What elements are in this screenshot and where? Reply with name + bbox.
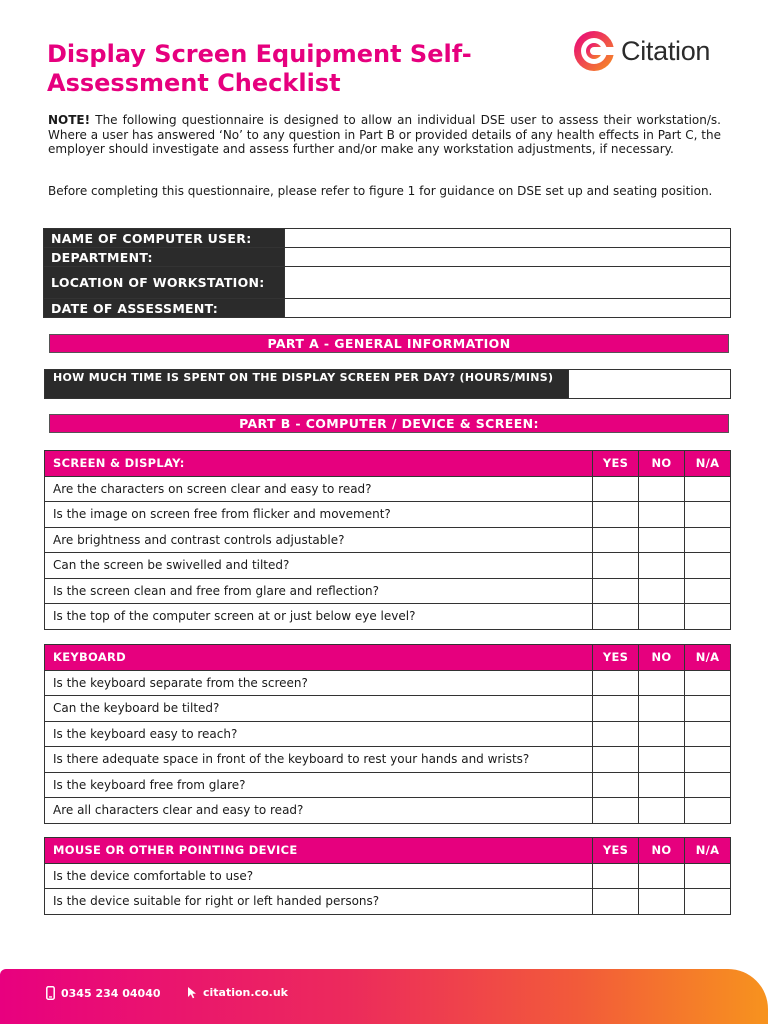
col-na: N/A [685,838,731,864]
website-link: citation.co.uk [203,986,288,999]
answer-no-cell[interactable] [639,772,685,798]
part-b-heading: PART B - COMPUTER / DEVICE & SCREEN: [49,414,729,433]
note-text: The following questionnaire is designed to allow an individual DSE user to assess their workstation/s. Where a user has answered ‘No’ to any question in Part B or provided details of any health effects in Part C, the employer should investigate and assess further and/or make any workstation adjustments, if necessary. [48,113,721,156]
question-text: Are the characters on screen clear and easy to read? [45,476,593,502]
question-text: Is the keyboard free from glare? [45,772,593,798]
answer-yes-cell[interactable] [593,502,639,528]
col-na: N/A [685,645,731,671]
info-label: LOCATION OF WORKSTATION: [44,267,285,299]
question-row [45,527,731,553]
answer-na-cell[interactable] [685,863,731,889]
question-text: Is there adequate space in front of the keyboard to rest your hands and wrists? [45,747,593,773]
question-text: Is the screen clean and free from glare and reflection? [45,578,593,604]
col-no: NO [639,645,685,671]
question-text: Are all characters clear and easy to read? [45,798,593,824]
answer-yes-cell[interactable] [593,527,639,553]
question-row [45,696,731,722]
answer-yes-cell[interactable] [593,772,639,798]
question-text: Is the device comfortable to use? [45,863,593,889]
answer-na-cell[interactable] [685,798,731,824]
logo-text: Citation [621,35,711,66]
answer-no-cell[interactable] [639,476,685,502]
answer-na-cell[interactable] [685,578,731,604]
question-text: Is the device suitable for right or left handed persons? [45,889,593,915]
phone-number: 0345 234 04040 [61,986,161,1000]
answer-na-cell[interactable] [685,604,731,630]
section-heading: SCREEN & DISPLAY: [45,451,593,477]
answer-na-cell[interactable] [685,721,731,747]
col-no: NO [639,451,685,477]
phone-icon [46,986,55,1000]
answer-no-cell[interactable] [639,721,685,747]
answer-na-cell[interactable] [685,747,731,773]
question-text: Are brightness and contrast controls adjustable? [45,527,593,553]
table-header-row [45,838,731,864]
question-row [45,553,731,579]
col-yes: YES [593,838,639,864]
question-row [45,476,731,502]
answer-na-cell[interactable] [685,476,731,502]
answer-na-cell[interactable] [685,889,731,915]
col-yes: YES [593,645,639,671]
answer-yes-cell[interactable] [593,476,639,502]
footer-phone[interactable] [46,986,161,1000]
question-row [45,798,731,824]
answer-na-cell[interactable] [685,696,731,722]
answer-na-cell[interactable] [685,670,731,696]
location-field[interactable] [285,267,731,299]
question-text: Can the screen be swivelled and tilted? [45,553,593,579]
section-heading: KEYBOARD [45,645,593,671]
section-heading: MOUSE OR OTHER POINTING DEVICE [45,838,593,864]
question-text: Can the keyboard be tilted? [45,696,593,722]
table-header-row [45,451,731,477]
answer-no-cell[interactable] [639,670,685,696]
answer-yes-cell[interactable] [593,747,639,773]
keyboard-table [44,644,731,824]
question-row [45,670,731,696]
question-row [45,772,731,798]
info-label: NAME OF COMPUTER USER: [44,229,285,248]
answer-no-cell[interactable] [639,553,685,579]
time-question-label: HOW MUCH TIME IS SPENT ON THE DISPLAY SCREEN PER DAY? (HOURS/MINS) [45,370,568,398]
info-label: DEPARTMENT: [44,248,285,267]
pointing-device-table [44,837,731,915]
answer-yes-cell[interactable] [593,798,639,824]
answer-no-cell[interactable] [639,798,685,824]
answer-no-cell[interactable] [639,889,685,915]
department-field[interactable] [285,248,731,267]
citation-logo [573,29,710,73]
cursor-icon [187,986,197,999]
answer-no-cell[interactable] [639,863,685,889]
question-row [45,721,731,747]
question-text: Is the keyboard easy to reach? [45,721,593,747]
info-row [44,248,731,267]
answer-na-cell[interactable] [685,502,731,528]
answer-no-cell[interactable] [639,502,685,528]
answer-no-cell[interactable] [639,578,685,604]
table-header-row [45,645,731,671]
question-text: Is the keyboard separate from the screen? [45,670,593,696]
page-title: Display Screen Equipment Self-Assessment Checklist [47,40,472,97]
answer-no-cell[interactable] [639,696,685,722]
info-label: DATE OF ASSESSMENT: [44,299,285,318]
time-field[interactable] [568,370,730,398]
citation-logo-icon [573,30,615,72]
answer-yes-cell[interactable] [593,553,639,579]
intro-note [48,113,721,157]
question-row [45,863,731,889]
part-a-heading: PART A - GENERAL INFORMATION [49,334,729,353]
answer-na-cell[interactable] [685,772,731,798]
answer-yes-cell[interactable] [593,670,639,696]
answer-no-cell[interactable] [639,604,685,630]
answer-yes-cell[interactable] [593,578,639,604]
footer-website[interactable] [187,986,288,999]
info-row [44,267,731,299]
guidance-text: Before completing this questionnaire, please refer to figure 1 for guidance on DSE set up and seating position. [48,184,713,198]
question-row [45,502,731,528]
answer-yes-cell[interactable] [593,863,639,889]
question-text: Is the image on screen free from flicker and movement? [45,502,593,528]
question-row [45,604,731,630]
question-row [45,578,731,604]
answer-na-cell[interactable] [685,527,731,553]
note-label: NOTE! [48,113,91,127]
question-row [45,889,731,915]
answer-yes-cell[interactable] [593,696,639,722]
footer-bar [0,969,768,1024]
answer-yes-cell[interactable] [593,721,639,747]
date-field[interactable] [285,299,731,318]
answer-yes-cell[interactable] [593,604,639,630]
name-field[interactable] [285,229,731,248]
col-yes: YES [593,451,639,477]
info-row [44,229,731,248]
screen-display-table [44,450,731,630]
assessment-info-table [43,228,731,318]
col-no: NO [639,838,685,864]
answer-na-cell[interactable] [685,553,731,579]
answer-yes-cell[interactable] [593,889,639,915]
question-text: Is the top of the computer screen at or just below eye level? [45,604,593,630]
answer-no-cell[interactable] [639,747,685,773]
col-na: N/A [685,451,731,477]
time-question-row [44,369,731,399]
question-row [45,747,731,773]
answer-no-cell[interactable] [639,527,685,553]
info-row [44,299,731,318]
